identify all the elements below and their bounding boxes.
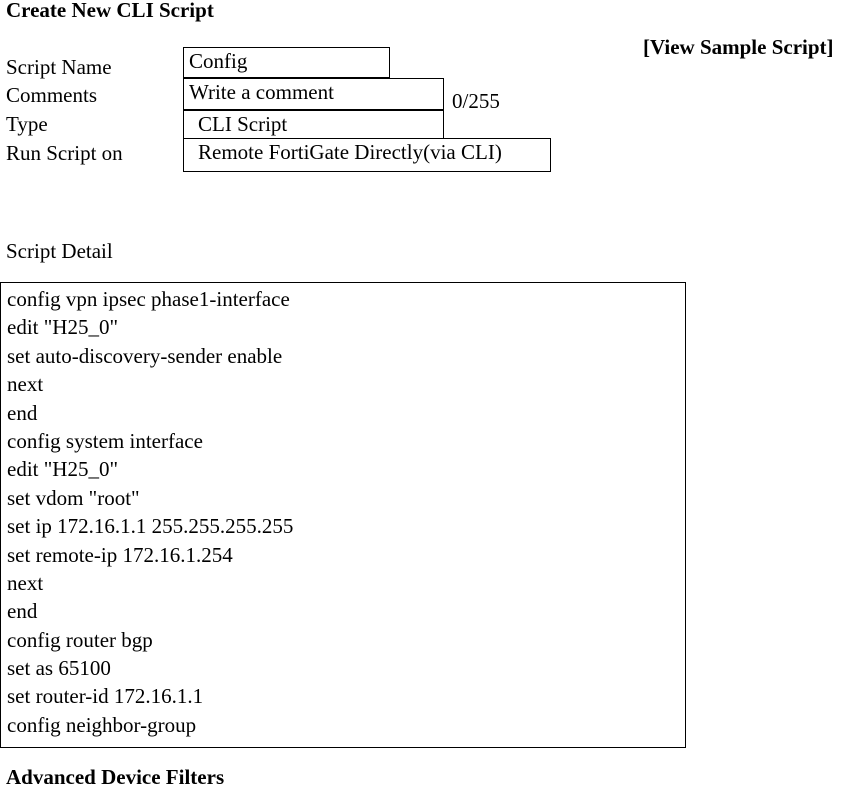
script-name-label: Script Name xyxy=(6,55,112,79)
type-label: Type xyxy=(6,112,48,136)
script-line: config neighbor-group xyxy=(7,712,197,737)
script-line: config router bgp xyxy=(7,627,153,652)
comments-input[interactable]: Write a comment xyxy=(183,78,444,110)
script-line: end xyxy=(7,400,38,425)
script-detail-label: Script Detail xyxy=(6,239,113,263)
run-script-on-select[interactable]: Remote FortiGate Directly(via CLI) xyxy=(183,138,551,172)
script-line: config system interface xyxy=(7,428,203,453)
comments-label: Comments xyxy=(6,83,98,107)
script-line: end xyxy=(7,599,38,624)
script-line: set router-id 172.16.1.1 xyxy=(7,684,204,709)
page-title: Create New CLI Script xyxy=(6,0,214,22)
script-line: set remote-ip 172.16.1.254 xyxy=(7,542,233,567)
script-line: next xyxy=(7,570,44,595)
script-line: set auto-discovery-sender enable xyxy=(7,343,283,368)
script-detail-textarea[interactable] xyxy=(0,282,686,748)
script-line: edit "H25_0" xyxy=(7,457,119,482)
view-sample-script-link[interactable]: [View Sample Script] xyxy=(643,35,834,59)
script-line: config vpn ipsec phase1-interface xyxy=(7,287,290,311)
run-script-on-label: Run Script on xyxy=(6,141,123,165)
script-line: set vdom "root" xyxy=(7,485,140,510)
script-name-input[interactable]: Config xyxy=(183,47,390,78)
script-line: set as 65100 xyxy=(7,656,111,681)
script-line: edit "H25_0" xyxy=(7,315,119,340)
type-select[interactable]: CLI Script xyxy=(183,110,444,140)
script-line: set ip 172.16.1.1 255.255.255.255 xyxy=(7,514,294,539)
advanced-device-filters-heading[interactable]: Advanced Device Filters xyxy=(6,765,225,789)
script-line: next xyxy=(7,372,44,397)
comments-char-count: 0/255 xyxy=(452,89,500,113)
